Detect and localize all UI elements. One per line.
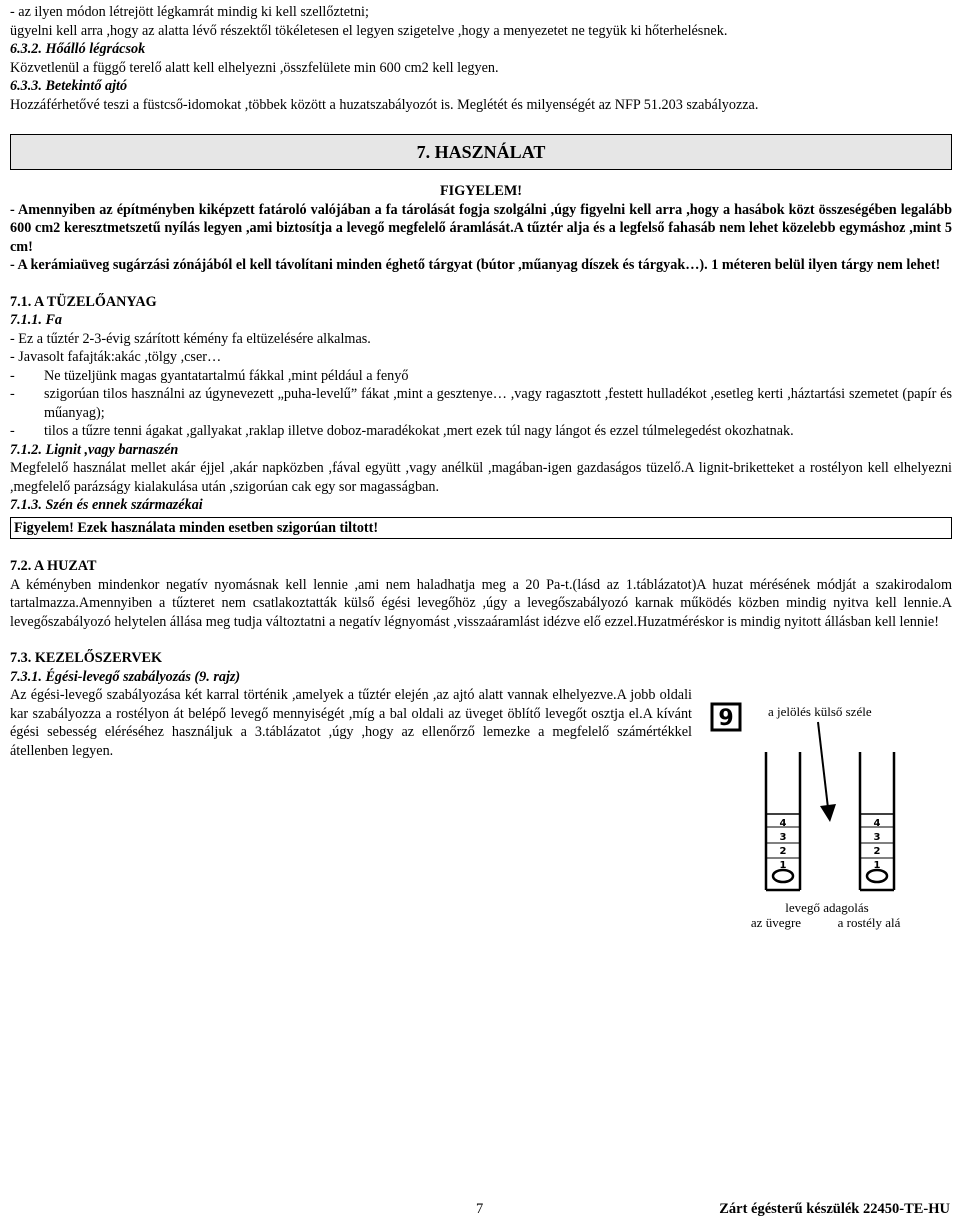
section-heading: 7.1. A TÜZELŐANYAG [10, 293, 157, 310]
warning-paragraph: - Amennyiben az építményben kiképzett fatároló valójában a fa tárolását fogja szolgálni ,úgy figyelni kell arra ,hogy a hasábok közt összeségében legalább 600 cm2 keresztmetszetű nyílás legyen ,ami biztosítja a levegő megfelelő áramlását.A tűztér alja és a legfelső fahasáb nem lehet közelebb egymáshoz ,mint 5 cm! [10, 201, 952, 255]
section-heading: 7.3. KEZELŐSZERVEK [10, 650, 163, 666]
text-line: - Javasolt fafajták:akác ,tölgy ,cser… [10, 349, 222, 365]
list-item [10, 367, 952, 386]
list-item [10, 422, 952, 441]
warning-title: FIGYELEM! [440, 183, 522, 199]
subsection-heading: 7.3.1. Égési-levegő szabályozás (9. rajz) [10, 668, 241, 685]
section-text: Közvetlenül a függő terelő alatt kell elhelyezni ,összfelülete min 600 cm2 kell legyen. [10, 59, 499, 76]
list-item-text: tilos a tűzre tenni ágakat ,gallyakat ,raklap illetve doboz-maradékokat ,mert ezek túl nagy lángot és ezzel túlmelegedést okozhatnak. [44, 423, 794, 439]
figure-9 [700, 690, 926, 940]
list-dash: - [10, 367, 15, 384]
subsection-heading: 7.1.1. Fa [10, 312, 63, 328]
page-number: 7 [476, 1201, 484, 1217]
right-scale-mark: 4 [873, 818, 881, 829]
pointer-arrow-line [818, 722, 828, 808]
right-scale-mark: 1 [873, 860, 881, 871]
left-scale-mark: 2 [779, 846, 787, 857]
caption-grate: a rostély alá [837, 915, 901, 930]
subsection-heading: 7.1.2. Lignit ,vagy barnaszén [10, 441, 179, 458]
intro-line-2: ügyelni kell arra ,hogy az alatta lévő részektől tökéletesen el legyen szigetelve ,hogy a menyezetet ne tegyük ki hőterhelésnek. [10, 22, 728, 39]
caption-glass: az üvegre [750, 915, 802, 930]
spacer [10, 631, 952, 649]
page-body [10, 0, 952, 760]
document-title: Zárt égésterű készülék 22450-TE-HU [719, 1201, 950, 1217]
edge-label: a jelölés külső széle [768, 704, 872, 719]
section-heading: 6.3.2. Hőálló légrácsok [10, 41, 146, 57]
section-heading: 6.3.3. Betekintő ajtó [10, 78, 128, 94]
left-lever [766, 752, 800, 890]
paragraph: A kéményben mindenkor negatív nyomásnak kell lennie ,ami nem haladhatja meg a 20 Pa-t.(lásd az 1.táblázatot)A huzat mérésének módját a szakirodalom tartalmazza.Amennyiben a tűzteret nem csatlakoztatták külső égési levegőhöz ,úgy a levegőszabályozó karnak működés közben mindig nyitva kell lennie.A levegőszabályozó helytelen állása meg tudja változtatni a negatív légnyomást ,visszaáramlást idézve elő ezzel.Huzatméréskor is mindig nyitott állásban kell lennie! [10, 576, 952, 630]
caption-air: levegő adagolás [785, 900, 869, 915]
spacer [10, 539, 952, 557]
right-scale-mark: 3 [873, 832, 881, 843]
list-item-text: szigorúan tilos használni az úgynevezett „puha-levelű” fákat ,mint a gesztenye… ,vagy ragasztott ,festett hulladékot ,esetleg kerti ,háztartási szemetet (papír és műanyag); [44, 386, 952, 421]
section-heading: 7.2. A HUZAT [10, 558, 97, 574]
list-dash: - [10, 423, 15, 439]
right-scale-mark: 2 [873, 846, 881, 857]
warning-paragraph: - A kerámiaüveg sugárzási zónájából el kell távolítani minden éghető tárgyat (bútor ,műanyag díszek és tárgyak…). 1 méteren belül ilyen tárgy nem lehet! [10, 257, 941, 273]
chapter-title-box [10, 134, 952, 170]
chapter-title: 7. HASZNÁLAT [416, 141, 546, 162]
text-line: - Ez a tűztér 2-3-évig szárított kémény fa eltüzelésére alkalmas. [10, 330, 371, 347]
left-scale-mark: 4 [779, 818, 787, 829]
prohibition-box: Figyelem! Ezek használata minden esetben szigorúan tiltott! [10, 517, 952, 540]
paragraph: Megfelelő használat mellet akár éjjel ,akár napközben ,fával együtt ,vagy anélkül ,magában-igen gazdaságos tüzelő.A lignit-briketteket a rostélyon kell elhelyezni ,megfelelő parázságy kialakulása után ,szigorúan cak egy sor magasságban. [10, 460, 952, 495]
spacer [10, 275, 952, 293]
left-scale-mark: 3 [779, 832, 787, 843]
intro-line-1: - az ilyen módon létrejött légkamrát mindig ki kell szellőztetni; [10, 4, 369, 20]
pointer-arrowhead [820, 804, 836, 822]
subsection-heading: 7.1.3. Szén és ennek származékai [10, 497, 203, 513]
left-scale-mark: 1 [779, 860, 787, 871]
right-lever [860, 752, 894, 890]
list-dash: - [10, 386, 15, 402]
list-item-text: Ne tüzeljünk magas gyantatartalmú fákkal ,mint például a fenyő [44, 367, 409, 384]
air-control-diagram [700, 690, 926, 940]
list-item [10, 385, 952, 422]
section-text: Hozzáférhetővé teszi a füstcső-idomokat ,többek között a huzatszabályozót is. Meglétét és milyenségét az NFP 51.203 szabályozza. [10, 96, 759, 113]
paragraph: Az égési-levegő szabályozása két karral történik ,amelyek a tűztér elején ,az ajtó alatt vannak elhelyezve.A jobb oldali kar szabályozza a rostélyon át belépő levegő mennyiségét ,míg a bal oldali az üveget öblítő levegőt osztja el.A kívánt égési sebesség eléréséhez használjuk a 3.táblázatot ,úgy ,hogy az ellenőrző lemezke a megfelelő számértékkel átellenben legyen. [10, 687, 692, 759]
figure-number: 9 [718, 706, 734, 731]
